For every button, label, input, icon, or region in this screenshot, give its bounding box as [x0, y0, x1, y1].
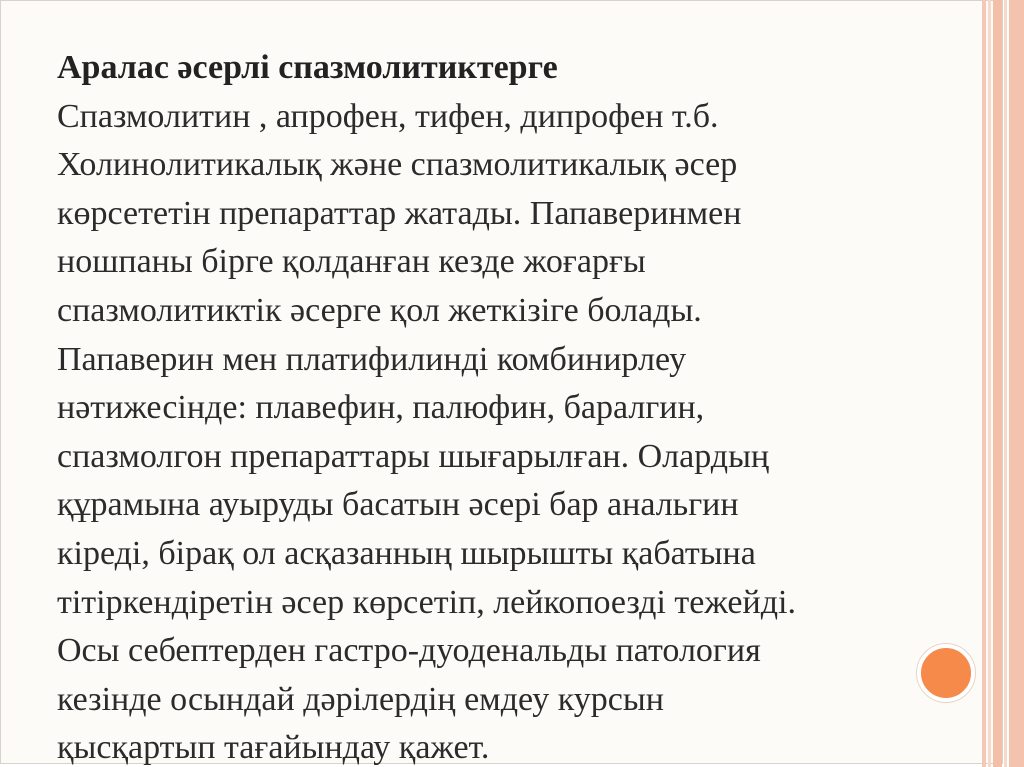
orange-circle-icon: [917, 644, 975, 702]
body-line: кезінде осындай дәрілердің емдеу курсын: [57, 680, 664, 718]
decorative-stripe: [982, 0, 986, 767]
decorative-stripe: [1004, 0, 1007, 767]
body-line: тітіркендіретін әсер көрсетіп, лейкопоезді тежейді.: [57, 583, 796, 621]
body-line: құрамына ауыруды басатын әсері бар анальгин: [57, 486, 739, 524]
body-line: көрсететін препараттар жатады. Папаверинмен: [57, 194, 742, 232]
body-line: Папаверин мен платифилинді комбинирлеу: [57, 340, 687, 378]
body-line: спазмолгон препараттары шығарылған. Олардың: [57, 437, 770, 475]
slide-heading: Аралас әсерлі спазмолитиктерге: [57, 49, 558, 86]
decorative-stripe: [988, 0, 991, 767]
decorative-stripe: [993, 0, 1002, 767]
body-line: қысқартып тағайындау қажет.: [57, 729, 490, 767]
body-line: спазмолитиктік әсерге қол жеткізіге болады.: [57, 291, 702, 329]
body-line: Спазмолитин , апрофен, тифен, дипрофен т.б.: [57, 97, 719, 135]
body-line: Осы себептерден гастро-дуоденальды патология: [57, 632, 761, 670]
slide-text-body: [57, 44, 962, 767]
body-line: ношпаны бірге қолданған кезде жоғарғы: [57, 243, 646, 281]
body-line: Холинолитикалық және спазмолитикалық әсер: [57, 146, 738, 184]
body-line: кіреді, бірақ ол асқазанның шырышты қабатына: [57, 534, 756, 572]
decorative-stripe: [1009, 0, 1024, 767]
body-line: нәтижесінде: плавефин, палюфин, баралгин,: [57, 389, 705, 427]
